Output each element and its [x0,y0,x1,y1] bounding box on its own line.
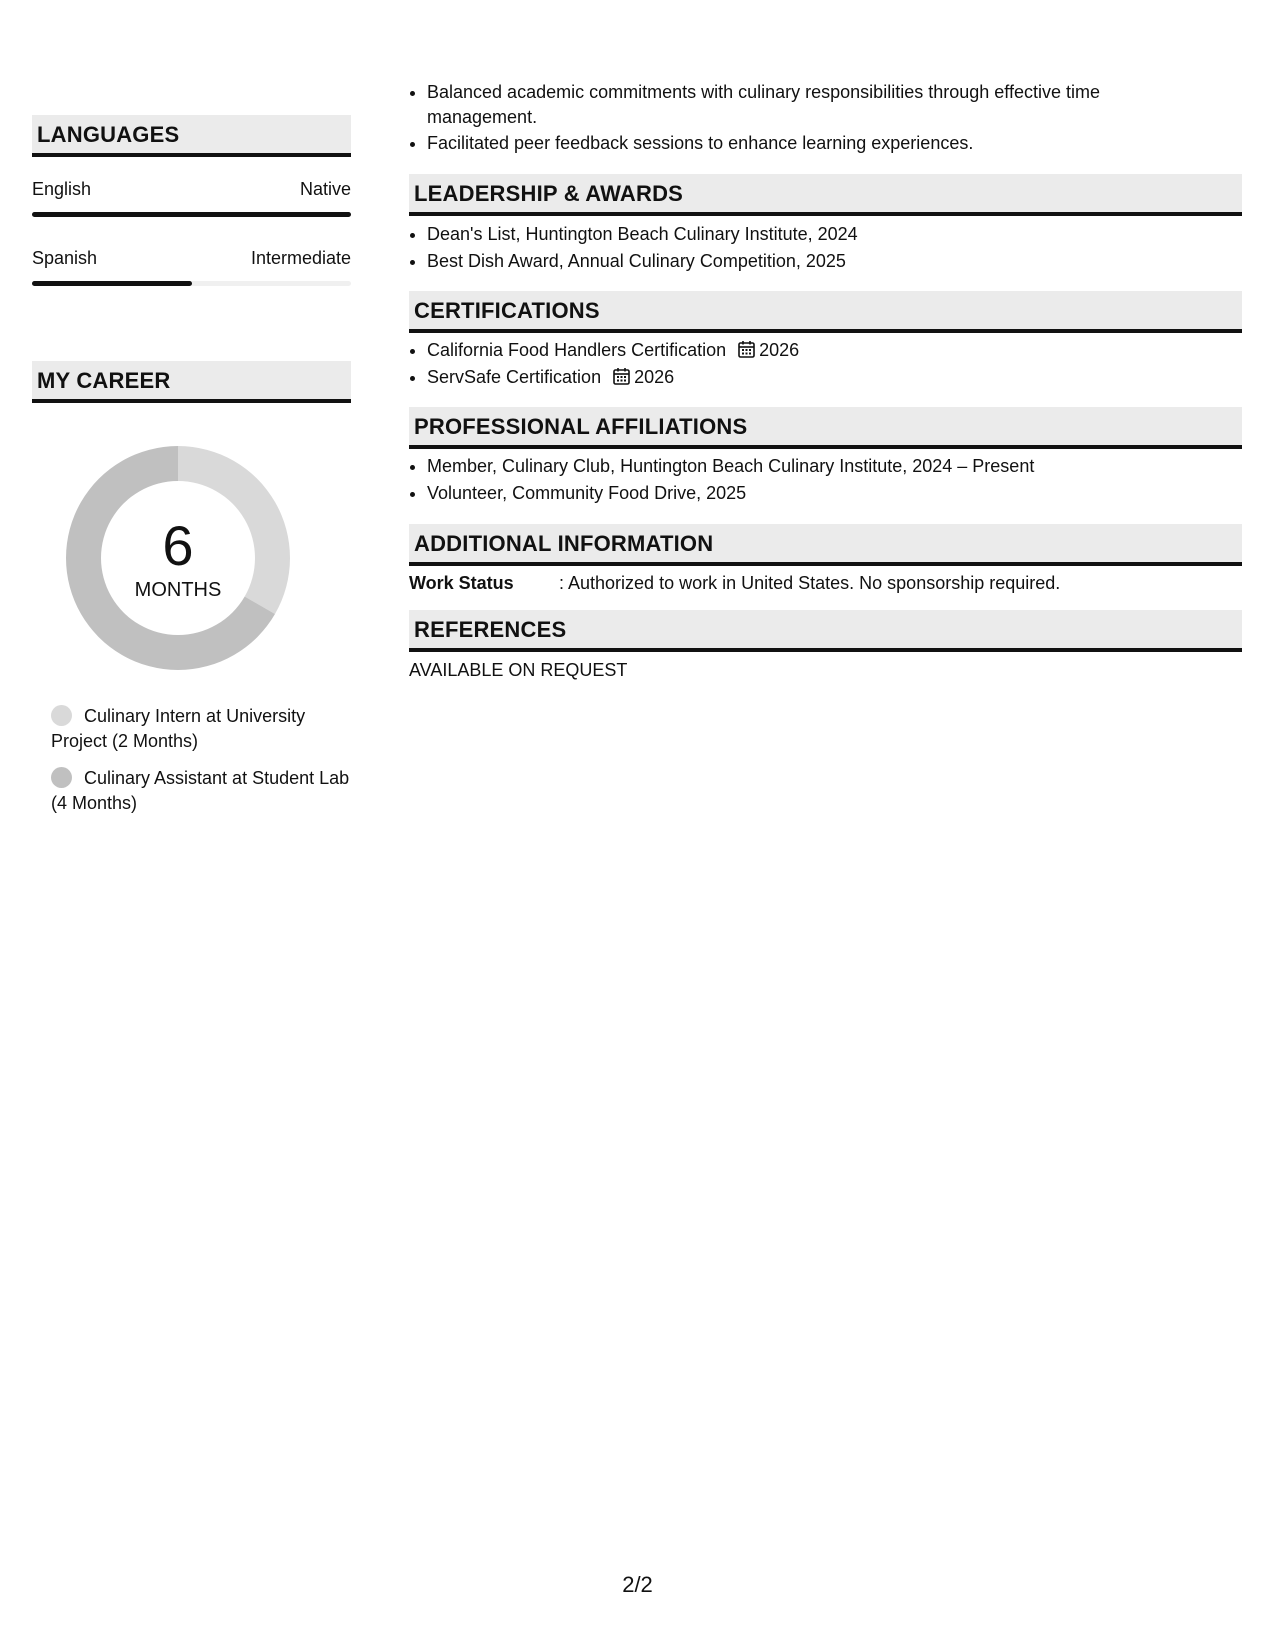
language-level: Intermediate [250,248,351,268]
language-name: English [32,179,92,199]
career-total-months: 6 [162,514,194,577]
certification-year: 2026 [634,367,675,387]
affiliations-heading: PROFESSIONAL AFFILIATIONS [409,407,1242,449]
languages-heading: LANGUAGES [32,115,351,157]
language-name: Spanish [32,248,98,268]
list-item: • Facilitated peer feedback sessions to enhance learning experiences. [427,131,1207,156]
career-donut-chart [66,446,290,670]
language-proficiency-bar [32,281,351,286]
legend-label: Culinary Intern at University Project (2 Months) [51,706,306,751]
language-proficiency-fill [32,212,351,217]
certification-year: 2026 [759,340,800,360]
certification-name: California Food Handlers Certification [427,340,727,360]
language-proficiency-bar [32,212,351,217]
list-item [427,365,1247,390]
references-text: AVAILABLE ON REQUEST [409,660,628,680]
language-item-spanish [32,247,351,286]
leadership-list [409,222,1247,274]
calendar-icon [613,367,630,385]
affiliations-list [409,454,1247,506]
calendar-icon [738,340,755,358]
language-proficiency-fill [32,281,192,286]
language-level: Native [299,179,351,199]
references-heading: REFERENCES [409,610,1242,652]
certifications-list [409,338,1247,390]
work-status-label: Work Status [409,573,514,593]
page-number: 2/2 [622,1572,653,1597]
list-item: • Member, Culinary Club, Huntington Beach Culinary Institute, 2024 – Present [427,454,1247,479]
legend-label: Culinary Assistant at Student Lab (4 Months) [51,768,350,813]
certification-name: ServSafe Certification [427,367,602,387]
work-status-row [409,571,1242,596]
list-item: • Balanced academic commitments with culinary responsibilities through effective time management. [427,80,1207,130]
list-item: • Dean's List, Huntington Beach Culinary Institute, 2024 [427,222,1247,247]
career-legend-item-assistant [51,766,351,816]
work-status-value: : Authorized to work in United States. No sponsorship required. [559,573,1061,593]
experience-bullets [409,80,1207,156]
legend-dot [51,705,72,726]
additional-info-heading: ADDITIONAL INFORMATION [409,524,1242,566]
language-item-english [32,178,351,217]
legend-dot [51,767,72,788]
list-item: • Volunteer, Community Food Drive, 2025 [427,481,1247,506]
career-total-unit: MONTHS [134,579,222,601]
list-item: • Best Dish Award, Annual Culinary Competition, 2025 [427,249,1247,274]
list-item [427,338,1247,363]
certifications-heading: CERTIFICATIONS [409,291,1242,333]
career-heading: MY CAREER [32,361,351,403]
career-legend-item-intern [51,704,351,754]
leadership-heading: LEADERSHIP & AWARDS [409,174,1242,216]
